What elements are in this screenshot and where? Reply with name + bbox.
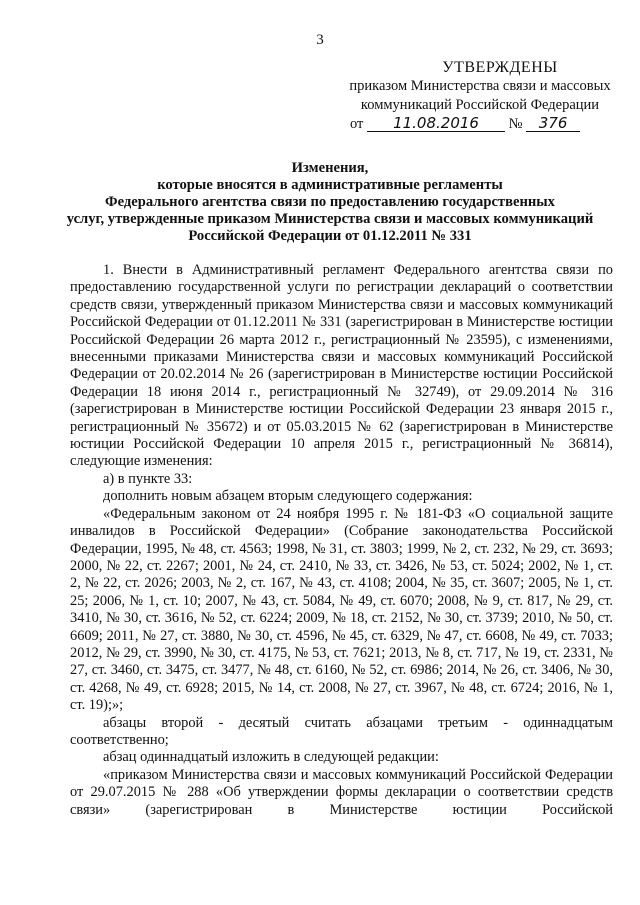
title-line-1: Изменения, <box>291 160 369 176</box>
paragraph-quote-1: «Федеральным законом от 24 ноября 1995 г. № 181-ФЗ «О социальной защите инвалидов в Российской Федерации» (Собрание законодательства Российской Федерации, 1995, № 48, ст. 4563; 1998, № 31, ст. 3803; 1999, № 2, ст. 232, № 29, ст. 3693; 2000, № 22, ст. 2267; 2001, № 24, ст. 2410, № 33, ст. 3426, № 53, ст. 5024; 2002, № 1, ст. 2, № 22, ст. 2026; 2003, № 2, ст. 167, № 43, ст. 4108; 2004, № 35, ст. 3607; 2005, № 1, ст. 25; 2006, № 1, ст. 10; 2007, № 43, ст. 5084, № 49, ст. 6070; 2008, № 9, ст. 817, № 29, ст. 3410, № 30, ст. 3616, № 52, ст. 6224; 2009, № 18, ст. 2152, № 30, ст. 3739; 2010, № 50, ст. 6609; 2011, № 27, ст. 3880, № 30, ст. 4596, № 45, ст. 6329, № 47, ст. 6608, № 49, ст. 7033; 2012, № 29, ст. 3990, № 30, ст. 4175, № 53, ст. 7621; 2013, № 8, ст. 717, № 19, ст. 2331, № 27, ст. 3460, ст. 3475, ст. 3477, № 48, ст. 6160, № 52, ст. 6986; 2014, № 26, ст. 3406, № 30, ст. 4268, № 49, ст. 6928; 2015, № 14, ст. 2008, № 27, ст. 3967, № 48, ст. 6724; 2016, № 1, ст. 19);»; <box>70 505 613 714</box>
paragraph-renumber: абзацы второй - десятый считать абзацами третьим - одиннадцатым соответственно; <box>70 714 613 748</box>
approval-line-1: приказом Министерства связи и массовых <box>349 78 611 94</box>
paragraph-point-a: а) в пункте 33: <box>103 470 193 487</box>
document-title <box>60 160 600 245</box>
approval-date: 11.08.2016 <box>367 115 505 132</box>
paragraph-item-1: 1. Внести в Административный регламент Федерального агентства связи по предоставлению государственной услуги по регистрации деклараций о соответствии средств связи, утвержденный приказом Министерства связи и массовых коммуникаций Российской Федерации от 01.12.2011 № 331 (зарегистрирован в Министерстве юстиции Российской Федерации 26 марта 2012 г., регистрационный № 23595), с изменениями, внесенными приказами Министерства связи и массовых коммуникаций Российской Федерации от 20.02.2014 № 26 (зарегистрирован в Министерстве юстиции Российской Федерации 18 июня 2014 г., регистрационный № 32749), от 29.09.2014 № 316 (зарегистрирован в Министерстве юстиции Российской Федерации 23 января 2015 г., регистрационный № 35672) и от 05.03.2015 № 62 (зарегистрирован в Министерстве юстиции Российской Федерации 10 апреля 2015 г., регистрационный № 36814), следующие изменения: <box>70 262 613 470</box>
title-line-2: которые вносятся в административные регламенты <box>157 177 503 193</box>
approval-number: 376 <box>526 115 580 132</box>
approval-line-2: коммуникаций Российской Федерации <box>360 97 600 113</box>
approval-heading: УТВЕРЖДЕНЫ <box>442 59 558 76</box>
approval-stamp <box>334 58 626 134</box>
paragraph-11: абзац одиннадцатый изложить в следующей редакции: <box>103 749 439 766</box>
title-line-4: услуг, утвержденные приказом Министерства связи и массовых коммуникаций <box>66 211 594 227</box>
title-line-3: Федерального агентства связи по предоставлению государственных <box>105 194 555 210</box>
title-line-5: Российской Федерации от 01.12.2011 № 331 <box>188 228 472 244</box>
paragraph-add: дополнить новым абзацем вторым следующего содержания: <box>103 488 473 505</box>
approval-from-prefix: от <box>350 116 364 132</box>
document-body <box>70 262 613 819</box>
approval-number-prefix: № <box>508 116 523 132</box>
paragraph-quote-2: «приказом Министерства связи и массовых коммуникаций Российской Федерации от 29.07.2015 № 288 «Об утверждении формы декларации о соответствии средств связи» (зарегистрирован в Министерстве юстиции Российской <box>70 766 613 818</box>
approval-date-row <box>334 115 626 134</box>
page-number: 3 <box>316 32 324 48</box>
